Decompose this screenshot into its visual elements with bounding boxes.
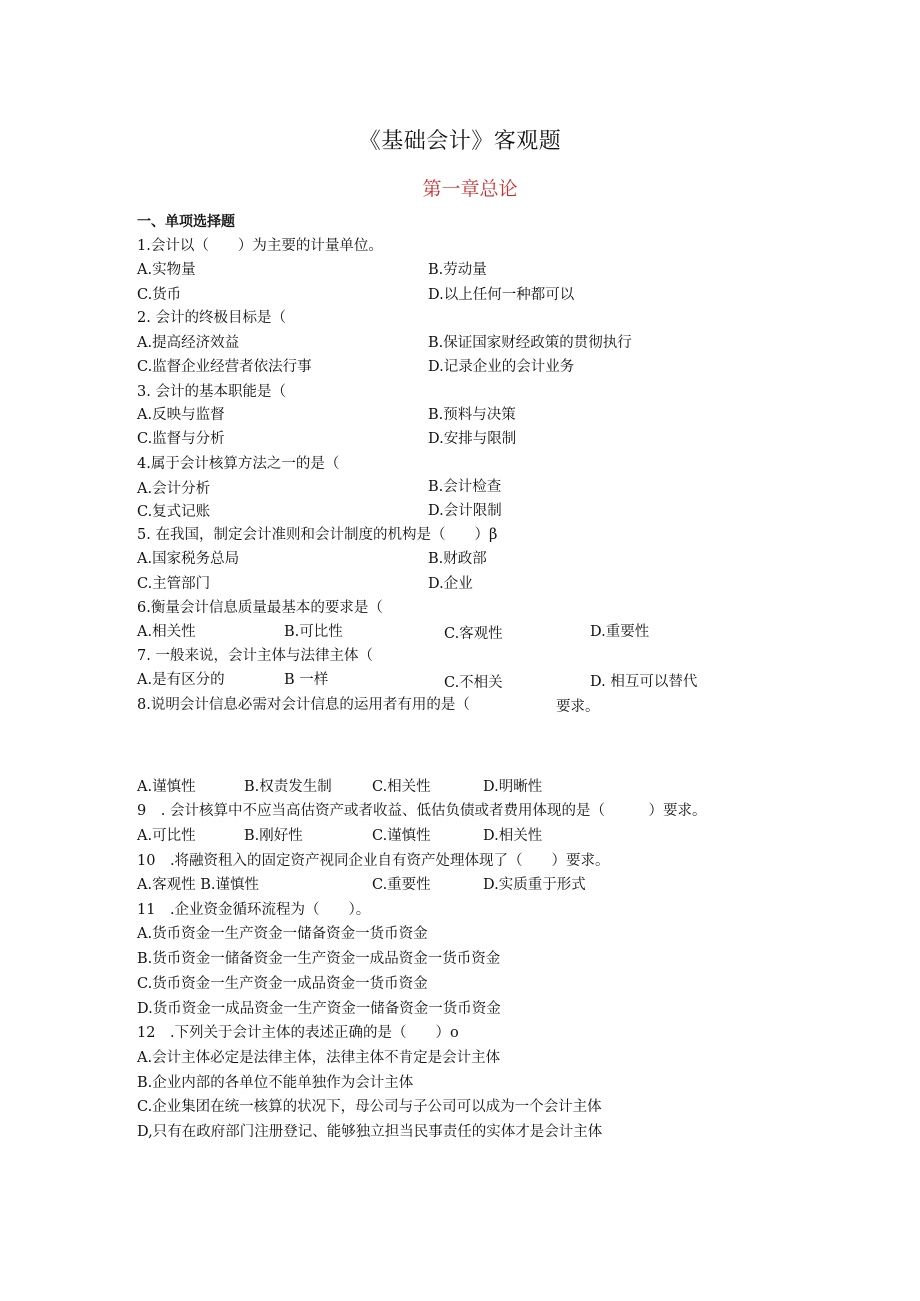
question-11-option-a: A.货币资金一生产资金一储备资金一货币资金 bbox=[137, 926, 428, 942]
question-1-stem: 1.会计以（ ）为主要的计量单位。 bbox=[137, 238, 383, 254]
question-6-option-a: A.相关性 bbox=[137, 624, 196, 640]
question-5-stem: 5. 在我国，制定会计准则和会计制度的机构是（ ）β bbox=[137, 527, 498, 543]
question-12-stem: 12 .下列关于会计主体的表述正确的是（ ）o bbox=[137, 1025, 459, 1041]
document-title: 《基础会计》客观题 bbox=[358, 129, 562, 154]
question-10-option-c: C.重要性 bbox=[372, 877, 431, 893]
question-4-stem: 4.属于会计核算方法之一的是（ bbox=[137, 456, 340, 472]
question-4-option-a: A.会计分析 bbox=[137, 481, 211, 497]
question-9-option-a: A.可比性 bbox=[137, 828, 196, 844]
question-8-stem: 8.说明会计信息必需对会计信息的运用者有用的是（ bbox=[137, 697, 470, 713]
question-10-option-ab: A.客观性 B.谨慎性 bbox=[137, 877, 259, 893]
question-3-option-a: A.反映与监督 bbox=[137, 407, 225, 423]
question-7-stem: 7. 一般来说，会计主体与法律主体（ bbox=[137, 648, 373, 664]
question-3-option-d: D.安排与限制 bbox=[428, 431, 517, 447]
question-9-option-d: D.相关性 bbox=[483, 828, 543, 844]
question-12-option-d: D,只有在政府部门注册登记、能够独立担当民事责任的实体才是会计主体 bbox=[137, 1124, 603, 1140]
question-1-option-c: C.货币 bbox=[137, 287, 182, 303]
question-8-option-b: B.权责发生制 bbox=[244, 779, 332, 795]
question-9-option-b: B.刚好性 bbox=[244, 828, 303, 844]
question-5-option-b: B.财政部 bbox=[428, 551, 487, 567]
question-7-option-c: C.不相关 bbox=[444, 675, 503, 691]
question-9-stem: 9 . 会计核算中不应当高估资产或者收益、低估负债或者费用体现的是（ ）要求。 bbox=[137, 803, 707, 819]
question-8-option-a: A.谨慎性 bbox=[137, 779, 196, 795]
question-5-option-d: D.企业 bbox=[428, 576, 473, 592]
section-heading: 一、单项选择题 bbox=[137, 214, 235, 230]
question-6-option-c: C.客观性 bbox=[444, 626, 503, 642]
question-2-option-c: C.监督企业经营者依法行事 bbox=[137, 359, 312, 375]
question-4-option-d: D.会计限制 bbox=[428, 503, 502, 519]
question-5-option-c: C.主管部门 bbox=[137, 576, 211, 592]
question-3-option-c: C.监督与分析 bbox=[137, 431, 225, 447]
question-7-option-d: D. 相互可以替代 bbox=[590, 674, 698, 690]
question-10-option-d: D.实质重于形式 bbox=[483, 877, 586, 893]
question-11-stem: 11 .企业资金循环流程为（ ）。 bbox=[137, 902, 371, 918]
question-1-option-a: A.实物量 bbox=[137, 262, 196, 278]
question-12-option-c: C.企业集团在统一核算的状况下，母公司与子公司可以成为一个会计主体 bbox=[137, 1099, 602, 1115]
question-9-option-c: C.谨慎性 bbox=[372, 828, 431, 844]
question-4-option-b: B.会计检查 bbox=[428, 479, 502, 495]
question-7-option-b: B 一样 bbox=[284, 672, 329, 688]
question-2-option-b: B.保证国家财经政策的贯彻执行 bbox=[428, 335, 632, 351]
question-1-option-d: D.以上任何一种都可以 bbox=[428, 287, 575, 303]
question-12-option-a: A.会计主体必定是法律主体，法律主体不肯定是会计主体 bbox=[137, 1050, 501, 1066]
question-6-stem: 6.衡量会计信息质量最基本的要求是（ bbox=[137, 600, 383, 616]
question-11-option-b: B.货币资金一储备资金一生产资金一成品资金一货币资金 bbox=[137, 951, 501, 967]
question-11-option-d: D.货币资金一成品资金一生产资金一储备资金一货币资金 bbox=[137, 1001, 501, 1017]
question-3-option-b: B.预料与决策 bbox=[428, 407, 516, 423]
question-4-option-c: C.复式记账 bbox=[137, 504, 211, 520]
question-10-stem: 10 .将融资租入的固定资产视同企业自有资产处理体现了（ ）要求。 bbox=[137, 853, 610, 869]
question-2-option-a: A.提高经济效益 bbox=[137, 335, 240, 351]
question-8-stem-tail: 要求。 bbox=[556, 699, 600, 715]
question-2-option-d: D.记录企业的会计业务 bbox=[428, 359, 575, 375]
question-5-option-a: A.国家税务总局 bbox=[137, 551, 240, 567]
question-2-stem: 2. 会计的终极目标是（ bbox=[137, 310, 286, 326]
question-8-option-d: D.明晰性 bbox=[483, 779, 543, 795]
question-11-option-c: C.货币资金一生产资金一成品资金一货币资金 bbox=[137, 976, 428, 992]
question-7-option-a: A.是有区分的 bbox=[137, 672, 225, 688]
question-1-option-b: B.劳动量 bbox=[428, 262, 487, 278]
chapter-title: 第一章总论 bbox=[422, 178, 518, 200]
question-6-option-d: D.重要性 bbox=[590, 624, 650, 640]
question-3-stem: 3. 会计的基本职能是（ bbox=[137, 384, 286, 400]
question-6-option-b: B.可比性 bbox=[284, 624, 343, 640]
question-8-option-c: C.相关性 bbox=[372, 779, 431, 795]
question-12-option-b: B.企业内部的各单位不能单独作为会计主体 bbox=[137, 1075, 414, 1091]
